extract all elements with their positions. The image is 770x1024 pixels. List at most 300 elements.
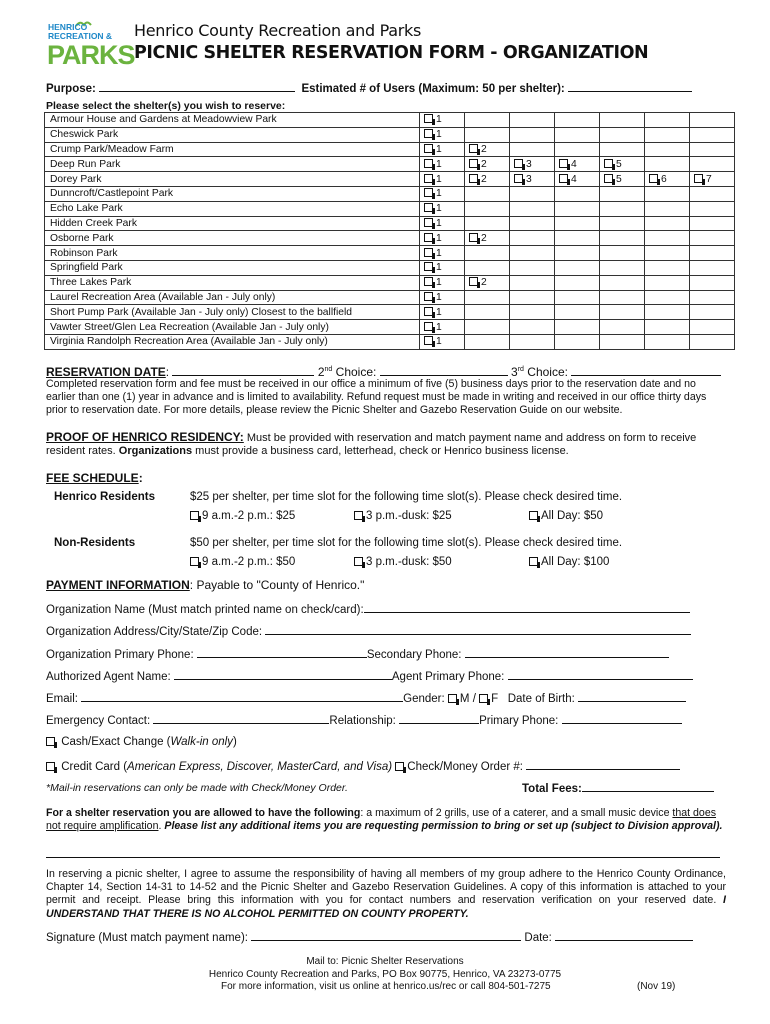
checkbox-icon[interactable] <box>424 174 433 183</box>
shelter-option-cell[interactable] <box>420 320 465 335</box>
shelter-row <box>45 275 735 290</box>
credit-italic: American Express, Discover, MasterCard, and Visa) <box>127 761 393 773</box>
shelter-option-cell <box>645 127 690 142</box>
shelter-option-cell <box>600 201 645 216</box>
shelter-name: Springfield Park <box>45 260 420 275</box>
shelter-option-cell <box>510 186 555 201</box>
shelter-number: 2 <box>481 277 487 289</box>
henrico-parks-logo <box>46 20 135 70</box>
shelter-number: 1 <box>436 247 442 259</box>
shelter-option-cell[interactable] <box>420 142 465 157</box>
shelter-name: Laurel Recreation Area (Available Jan - July only) <box>45 290 420 305</box>
second-num: 2 <box>317 365 325 379</box>
gender-f: F <box>491 693 499 705</box>
nonres-text: $50 per shelter, per time slot for the following time slot(s). Please check desired time. <box>190 537 623 549</box>
residents-opt-3[interactable] <box>529 510 603 522</box>
checkbox-icon[interactable] <box>190 511 199 520</box>
allowed-items <box>46 807 726 833</box>
footer-version: (Nov 19) <box>637 981 676 992</box>
shelter-name: Hidden Creek Park <box>45 216 420 231</box>
shelter-option-cell <box>555 275 600 290</box>
shelter-number: 1 <box>436 232 442 244</box>
shelter-option-cell[interactable] <box>420 305 465 320</box>
credit-option <box>46 758 680 773</box>
residents-label: Henrico Residents <box>54 491 155 503</box>
shelter-number: 1 <box>436 321 442 333</box>
shelter-option-cell <box>510 142 555 157</box>
shelter-option-cell <box>600 127 645 142</box>
shelter-row <box>45 113 735 128</box>
shelter-option-cell[interactable] <box>420 231 465 246</box>
shelter-option-cell <box>690 201 735 216</box>
shelter-option-cell[interactable] <box>420 275 465 290</box>
shelter-option-cell[interactable] <box>465 275 510 290</box>
shelter-option-cell <box>645 275 690 290</box>
shelter-option-cell[interactable] <box>420 290 465 305</box>
shelter-option-cell <box>510 113 555 128</box>
third-choice-field[interactable] <box>571 364 721 376</box>
residency-text1: Must be provided with reservation and match payment name and address on form to receive resident rates. <box>46 432 697 458</box>
gender-label: Gender: <box>403 693 445 705</box>
shelter-option-cell <box>690 142 735 157</box>
residents-opt-2[interactable] <box>354 510 452 522</box>
shelter-option-cell[interactable] <box>465 172 510 187</box>
shelter-number: 1 <box>436 336 442 348</box>
shelter-option-cell <box>555 186 600 201</box>
cash-end: ) <box>232 736 237 748</box>
shelter-option-cell <box>690 260 735 275</box>
shelter-option-cell <box>690 231 735 246</box>
checkbox-icon[interactable] <box>424 218 433 227</box>
opt-label: All Day: $50 <box>541 510 604 522</box>
checkbox-icon[interactable] <box>190 557 199 566</box>
shelter-option-cell[interactable] <box>420 113 465 128</box>
primary-phone-label: Organization Primary Phone: <box>46 649 194 661</box>
checkbox-icon[interactable] <box>469 144 478 153</box>
shelter-name: Robinson Park <box>45 246 420 261</box>
shelter-row <box>45 157 735 172</box>
shelter-option-cell <box>555 320 600 335</box>
org-name-label: Organization Name (Must match printed name on check/card): <box>46 604 364 616</box>
shelter-option-cell[interactable] <box>420 334 465 349</box>
checkbox-icon[interactable] <box>604 159 613 168</box>
shelter-option-cell <box>645 186 690 201</box>
shelter-option-cell[interactable] <box>510 172 555 187</box>
shelter-option-cell <box>510 320 555 335</box>
shelter-option-cell <box>510 216 555 231</box>
shelter-option-cell[interactable] <box>420 216 465 231</box>
shelter-option-cell <box>465 260 510 275</box>
reservation-policy: Completed reservation form and fee must be received in our office a minimum of five (5) business days prior to the reservation date and no earlier than one (1) year in advance and is limited to availability. Refund request must be made in writing and received in our office thirty days prior to reservation date. For more details, please review the Picnic Shelter and Gazebo Reservation Guide on our website. <box>46 378 707 417</box>
email-row <box>46 690 686 705</box>
checkbox-icon[interactable] <box>424 277 433 286</box>
shelter-number: 1 <box>436 291 442 303</box>
opt-label: 9 a.m.-2 p.m.: $25 <box>202 510 296 522</box>
relationship-field[interactable] <box>399 712 479 724</box>
shelter-option-cell <box>600 320 645 335</box>
shelter-option-cell <box>690 305 735 320</box>
checkbox-icon[interactable] <box>424 129 433 138</box>
logo-line2: RECREATION & <box>48 31 113 41</box>
shelter-option-cell <box>510 231 555 246</box>
shelter-name: Virginia Randolph Recreation Area (Available Jan - July only) <box>45 334 420 349</box>
allowed-underlined: that does not require amplification <box>46 807 717 833</box>
shelter-option-cell <box>465 127 510 142</box>
logo-line1: HENRICO <box>48 22 88 32</box>
checkbox-icon[interactable] <box>46 762 55 771</box>
checkbox-icon[interactable] <box>424 248 433 257</box>
shelter-option-cell <box>555 260 600 275</box>
shelter-option-cell <box>465 246 510 261</box>
shelter-name: Deep Run Park <box>45 157 420 172</box>
secondary-phone-field[interactable] <box>465 646 669 658</box>
shelter-option-cell[interactable] <box>465 231 510 246</box>
shelter-number: 1 <box>436 158 442 170</box>
third-choice-label <box>511 365 568 379</box>
checkbox-icon[interactable] <box>604 174 613 183</box>
shelter-option-cell <box>510 290 555 305</box>
checkbox-icon[interactable] <box>469 174 478 183</box>
residents-text: $25 per shelter, per time slot for the following time slot(s). Please check desired time. <box>190 491 623 503</box>
shelter-option-cell <box>645 320 690 335</box>
shelter-row <box>45 260 735 275</box>
checkbox-icon[interactable] <box>514 159 523 168</box>
shelter-number: 2 <box>481 173 487 185</box>
shelter-option-cell <box>510 246 555 261</box>
checkbox-icon[interactable] <box>514 174 523 183</box>
shelter-option-cell[interactable] <box>420 127 465 142</box>
third-post: Choice: <box>523 365 568 379</box>
shelter-option-cell <box>600 275 645 290</box>
agent-row <box>46 668 693 683</box>
additional-items-field[interactable] <box>46 857 720 858</box>
agreement-alcohol: I UNDERSTAND THAT THERE IS NO ALCOHOL PERMITTED ON COUNTY PROPERTY. <box>46 894 726 920</box>
shelter-name: Dunncroft/Castlepoint Park <box>45 186 420 201</box>
users-label: Estimated # of Users (Maximum: 50 per shelter): <box>301 83 565 95</box>
primary-phone-field[interactable] <box>197 646 367 658</box>
shelter-name: Cheswick Park <box>45 127 420 142</box>
shelter-option-cell <box>600 216 645 231</box>
shelter-number: 5 <box>616 173 622 185</box>
checkbox-icon[interactable] <box>424 307 433 316</box>
users-field[interactable] <box>568 80 692 92</box>
cash-italic: Walk-in only <box>170 736 233 748</box>
payment-label: PAYMENT INFORMATION <box>46 578 190 592</box>
shelter-option-cell <box>555 142 600 157</box>
shelter-number: 1 <box>436 277 442 289</box>
agent-name-field[interactable] <box>174 668 392 680</box>
nonres-opt-3[interactable] <box>529 556 609 568</box>
shelter-option-cell[interactable] <box>555 172 600 187</box>
checkbox-icon[interactable] <box>469 159 478 168</box>
residency-label: PROOF OF HENRICO RESIDENCY: <box>46 430 244 444</box>
shelter-option-cell <box>600 186 645 201</box>
org-name-field[interactable] <box>364 601 690 613</box>
shelter-option-cell <box>645 290 690 305</box>
shelter-number: 1 <box>436 188 442 200</box>
checkbox-icon[interactable] <box>354 511 363 520</box>
nonres-opt-2[interactable] <box>354 556 452 568</box>
nonres-label: Non-Residents <box>54 537 136 549</box>
dob-label: Date of Birth: <box>507 693 575 705</box>
shelter-number: 2 <box>481 143 487 155</box>
org-address-row <box>46 623 691 638</box>
residency-section <box>46 431 726 458</box>
fee-colon: : <box>138 471 143 485</box>
dob-field[interactable] <box>578 690 686 702</box>
allowed-text: : a maximum of 2 grills, use of a caterer, and a small music device <box>360 807 673 819</box>
footer-address: Henrico County Recreation and Parks, PO Box 90775, Henrico, VA 23273-0775 <box>208 969 562 980</box>
shelter-row <box>45 186 735 201</box>
shelter-option-cell <box>555 113 600 128</box>
shelter-option-cell <box>645 246 690 261</box>
shelter-row <box>45 334 735 349</box>
signature-row <box>46 929 693 944</box>
checkbox-icon[interactable] <box>529 557 538 566</box>
cash-option[interactable] <box>46 736 237 748</box>
fee-heading <box>46 471 143 485</box>
shelter-option-cell <box>690 246 735 261</box>
shelter-option-cell <box>645 142 690 157</box>
residency-org: Organizations <box>118 445 193 458</box>
shelter-option-cell <box>600 260 645 275</box>
shelter-option-cell <box>555 231 600 246</box>
org-address-label: Organization Address/City/State/Zip Code: <box>46 626 263 638</box>
date-field[interactable] <box>555 929 693 941</box>
emergency-label: Emergency Contact: <box>46 715 151 727</box>
second-sup: nd <box>324 366 333 373</box>
shelter-option-cell[interactable] <box>600 157 645 172</box>
shelter-option-cell[interactable] <box>420 186 465 201</box>
signature-field[interactable] <box>251 929 521 941</box>
nonres-opt-1[interactable] <box>190 556 295 568</box>
checkbox-icon[interactable] <box>46 737 55 746</box>
reservation-colon: : <box>165 365 170 379</box>
org-name-row <box>46 601 690 616</box>
reservation-label: RESERVATION DATE <box>46 365 166 379</box>
shelter-option-cell <box>555 216 600 231</box>
shelter-option-cell <box>690 127 735 142</box>
shelter-row <box>45 231 735 246</box>
checkbox-icon[interactable] <box>529 511 538 520</box>
shelter-option-cell[interactable] <box>645 172 690 187</box>
total-label: Total Fees: <box>522 783 582 795</box>
shelter-number: 5 <box>616 158 622 170</box>
shelter-name: Armour House and Gardens at Meadowview Park <box>45 113 420 128</box>
shelter-number: 1 <box>436 203 442 215</box>
shelter-option-cell <box>465 290 510 305</box>
shelter-option-cell <box>690 113 735 128</box>
checkbox-icon[interactable] <box>479 694 488 703</box>
shelter-option-cell <box>465 186 510 201</box>
shelter-number: 2 <box>481 232 487 244</box>
shelter-number: 1 <box>436 306 442 318</box>
cash-label: Cash/Exact Change ( <box>61 736 171 748</box>
shelter-option-cell <box>690 186 735 201</box>
first-choice-field[interactable] <box>172 364 314 376</box>
shelter-number: 7 <box>706 173 712 185</box>
agreement-text <box>46 868 726 921</box>
page-title: PICNIC SHELTER RESERVATION FORM - ORGANIZATION <box>134 43 649 63</box>
em-phone-label: Primary Phone: <box>479 715 559 727</box>
shelter-option-cell <box>645 157 690 172</box>
shelter-name: Short Pump Park (Available Jan - July only) Closest to the ballfield <box>45 305 420 320</box>
checkbox-icon[interactable] <box>424 188 433 197</box>
shelter-option-cell <box>510 201 555 216</box>
shelter-option-cell <box>600 305 645 320</box>
secondary-phone-label: Secondary Phone: <box>366 649 462 661</box>
shelter-name: Vawter Street/Glen Lea Recreation (Available Jan - July only) <box>45 320 420 335</box>
shelter-option-cell <box>645 201 690 216</box>
shelter-option-cell <box>555 127 600 142</box>
email-label: Email: <box>46 693 78 705</box>
checkbox-icon[interactable] <box>424 144 433 153</box>
checkbox-icon[interactable] <box>424 262 433 271</box>
shelter-option-cell[interactable] <box>555 157 600 172</box>
residents-opt-1[interactable] <box>190 510 295 522</box>
opt-label: 3 p.m.-dusk: $50 <box>366 556 452 568</box>
third-num: 3 <box>511 365 518 379</box>
footer-info: For more information, visit us online at henrico.us/rec or call 804-501-7275 <box>221 981 551 992</box>
logo-line3: PARKS <box>47 40 135 70</box>
check-field[interactable] <box>526 758 680 770</box>
shelter-row <box>45 172 735 187</box>
shelter-option-cell[interactable] <box>465 157 510 172</box>
opt-label: All Day: $100 <box>541 556 610 568</box>
checkbox-icon[interactable] <box>424 292 433 301</box>
shelter-option-cell[interactable] <box>420 260 465 275</box>
shelter-number: 6 <box>661 173 667 185</box>
shelter-row <box>45 246 735 261</box>
shelter-option-cell <box>690 157 735 172</box>
checkbox-icon[interactable] <box>424 159 433 168</box>
checkbox-icon[interactable] <box>354 557 363 566</box>
second-choice-label <box>318 365 377 379</box>
checkbox-icon[interactable] <box>469 233 478 242</box>
second-choice-field[interactable] <box>380 364 508 376</box>
checkbox-icon[interactable] <box>694 174 703 183</box>
shelter-option-cell <box>465 216 510 231</box>
third-sup: rd <box>517 366 524 373</box>
mailin-note: *Mail-in reservations can only be made with Check/Money Order. <box>46 782 348 794</box>
purpose-row <box>46 80 692 95</box>
shelter-name: Three Lakes Park <box>45 275 420 290</box>
second-post: Choice: <box>332 365 377 379</box>
shelter-row <box>45 127 735 142</box>
shelter-option-cell <box>600 246 645 261</box>
payment-text: : Payable to "County of Henrico." <box>189 578 365 592</box>
checkbox-icon[interactable] <box>559 159 568 168</box>
relationship-label: Relationship: <box>329 715 396 727</box>
checkbox-icon[interactable] <box>424 114 433 123</box>
shelter-option-cell[interactable] <box>510 157 555 172</box>
shelter-option-cell[interactable] <box>420 246 465 261</box>
shelter-option-cell <box>510 260 555 275</box>
shelter-option-cell <box>645 231 690 246</box>
credit-label: Credit Card ( <box>61 761 128 773</box>
shelter-number: 1 <box>436 114 442 126</box>
shelter-number: 3 <box>526 158 532 170</box>
shelter-number: 3 <box>526 173 532 185</box>
email-field[interactable] <box>81 690 403 702</box>
shelter-option-cell[interactable] <box>420 201 465 216</box>
signature-label: Signature (Must match payment name): <box>46 932 248 944</box>
shelter-number: 1 <box>436 173 442 185</box>
check-label: Check/Money Order #: <box>407 761 523 773</box>
total-field[interactable] <box>582 780 714 792</box>
shelter-option-cell[interactable] <box>600 172 645 187</box>
shelter-option-cell <box>600 142 645 157</box>
shelter-name: Osborne Park <box>45 231 420 246</box>
shelter-option-cell <box>465 320 510 335</box>
shelter-option-cell <box>645 334 690 349</box>
shelter-option-cell <box>600 113 645 128</box>
checkbox-icon[interactable] <box>559 174 568 183</box>
emergency-row <box>46 712 682 727</box>
phones-row <box>46 646 669 661</box>
em-phone-field[interactable] <box>562 712 682 724</box>
shelter-number: 1 <box>436 129 442 141</box>
allowed-text2: . <box>158 820 165 833</box>
shelter-row <box>45 290 735 305</box>
reservation-row <box>46 364 721 379</box>
shelter-option-cell[interactable] <box>465 142 510 157</box>
date-label: Date: <box>524 932 552 944</box>
shelter-option-cell <box>645 113 690 128</box>
emergency-field[interactable] <box>153 712 329 724</box>
shelter-option-cell <box>555 334 600 349</box>
shelter-option-cell <box>690 290 735 305</box>
total-row <box>522 780 714 795</box>
purpose-label: Purpose: <box>46 83 96 95</box>
allowed-bold: For a shelter reservation you are allowed to have the following <box>46 807 361 819</box>
checkbox-icon[interactable] <box>469 277 478 286</box>
checkbox-icon[interactable] <box>424 336 433 345</box>
shelter-option-cell <box>510 127 555 142</box>
shelter-row <box>45 320 735 335</box>
shelter-option-cell[interactable] <box>420 172 465 187</box>
shelter-option-cell <box>465 113 510 128</box>
shelter-option-cell <box>645 260 690 275</box>
shelter-option-cell <box>690 320 735 335</box>
checkbox-icon[interactable] <box>424 233 433 242</box>
agent-phone-field[interactable] <box>508 668 693 680</box>
shelter-option-cell[interactable] <box>420 157 465 172</box>
shelter-option-cell <box>600 290 645 305</box>
checkbox-icon[interactable] <box>448 694 457 703</box>
checkbox-icon[interactable] <box>424 203 433 212</box>
shelter-row <box>45 305 735 320</box>
shelter-option-cell <box>465 201 510 216</box>
shelter-option-cell <box>510 275 555 290</box>
shelter-name: Dorey Park <box>45 172 420 187</box>
shelter-option-cell <box>555 246 600 261</box>
checkbox-icon[interactable] <box>395 762 404 771</box>
shelter-option-cell <box>555 305 600 320</box>
checkbox-icon[interactable] <box>424 322 433 331</box>
checkbox-icon[interactable] <box>649 174 658 183</box>
shelter-option-cell <box>645 305 690 320</box>
shelter-name: Echo Lake Park <box>45 201 420 216</box>
shelter-option-cell <box>690 216 735 231</box>
shelter-number: 4 <box>571 173 577 185</box>
shelter-option-cell <box>510 305 555 320</box>
org-address-field[interactable] <box>265 623 691 635</box>
shelter-option-cell[interactable] <box>690 172 735 187</box>
shelter-option-cell <box>555 201 600 216</box>
purpose-field[interactable] <box>99 80 295 92</box>
shelter-table <box>44 112 735 350</box>
